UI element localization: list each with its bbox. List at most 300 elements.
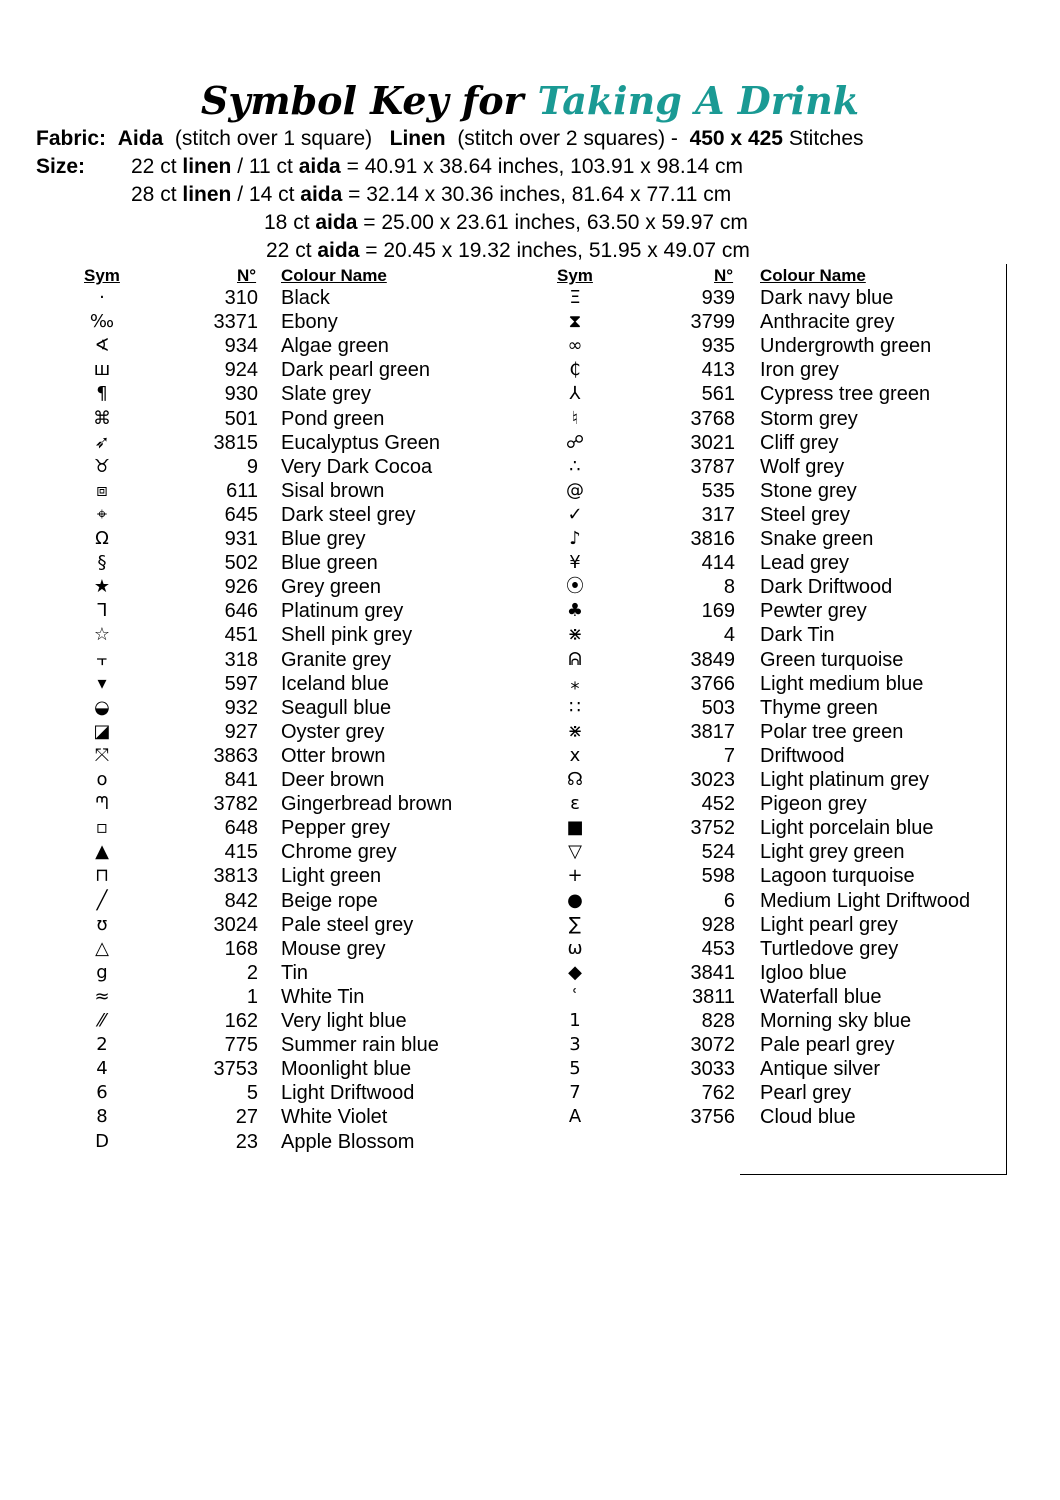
thread-number: 3371	[213, 311, 258, 334]
thread-number: 1	[246, 985, 258, 1008]
size-line-1	[131, 153, 743, 181]
thread-number: 3752	[690, 817, 735, 840]
size-fabric: linen	[182, 183, 232, 206]
size-ct: 18 ct	[264, 211, 310, 234]
thread-number: 762	[701, 1082, 735, 1105]
key-row	[82, 575, 532, 599]
key-row	[82, 334, 532, 358]
thread-number: 3024	[213, 913, 258, 936]
key-row	[555, 1057, 1005, 1081]
fabric-linen: Linen	[389, 127, 446, 150]
key-row	[82, 623, 532, 647]
symbol-icon: g	[96, 961, 108, 983]
symbol-icon: ▾	[97, 672, 107, 694]
symbol-icon: ⊓	[94, 865, 110, 887]
size-dims: = 40.91 x 38.64 inches, 103.91 x 98.14 cm	[346, 155, 743, 178]
symbol-icon: ᕱ	[568, 648, 582, 670]
colour-name: Polar tree green	[760, 720, 904, 743]
key-row	[555, 455, 1005, 479]
colour-name: Summer rain blue	[281, 1034, 439, 1057]
symbol-icon: ♮	[571, 407, 579, 429]
key-row	[82, 913, 532, 937]
size-ct: 28 ct	[131, 183, 177, 206]
size-ct: 22 ct	[266, 239, 312, 262]
symbol-icon: 4	[96, 1058, 108, 1080]
symbol-icon: ✓	[567, 503, 583, 525]
colour-name: Light Driftwood	[281, 1082, 415, 1105]
thread-number: 169	[701, 600, 735, 623]
key-row	[82, 696, 532, 720]
symbol-icon: ≈	[94, 985, 110, 1007]
thread-number: 3787	[690, 455, 735, 478]
thread-number: 3816	[690, 528, 735, 550]
symbol-icon: ⦿	[566, 576, 584, 598]
right-sym-header: Sym	[557, 266, 593, 285]
symbol-icon: ¶	[96, 383, 108, 405]
symbol-icon: D	[95, 1130, 109, 1152]
colour-name: Medium Light Driftwood	[760, 889, 971, 912]
size-ct-alt: / 14 ct	[237, 183, 295, 206]
key-row	[82, 1057, 532, 1081]
thread-number: 3072	[690, 1034, 735, 1057]
key-row	[82, 840, 532, 864]
thread-number: 318	[224, 648, 258, 671]
thread-number: 415	[224, 841, 258, 864]
key-row	[82, 599, 532, 623]
key-row	[555, 503, 1005, 527]
thread-number: 597	[224, 672, 258, 695]
size-label-line	[36, 153, 85, 181]
colour-name: Oyster grey	[281, 720, 385, 743]
colour-name: Blue green	[281, 552, 378, 575]
thread-number: 8	[723, 576, 735, 599]
colour-name: Stone grey	[760, 479, 857, 502]
colour-name: Very light blue	[281, 1010, 407, 1032]
symbol-icon: ⁎	[570, 672, 580, 694]
symbol-icon: ∢	[94, 335, 110, 357]
colour-name: Anthracite grey	[760, 311, 895, 334]
symbol-icon: ⧈	[96, 479, 108, 501]
fabric-stitches-label: Stitches	[788, 127, 864, 150]
thread-number: 317	[701, 503, 735, 526]
key-row	[555, 937, 1005, 961]
fabric-linen-note: (stitch over 2 squares) -	[457, 127, 678, 150]
colour-name: Pepper grey	[281, 817, 390, 840]
symbol-icon: ◪	[93, 720, 111, 742]
symbol-icon: ♪	[569, 528, 581, 549]
thread-number: 3799	[690, 311, 735, 334]
thread-number: 648	[224, 817, 258, 840]
key-row	[82, 1130, 532, 1154]
colour-name: Granite grey	[281, 648, 392, 671]
thread-number: 2	[246, 961, 258, 984]
right-num-header: N°	[714, 266, 734, 285]
symbol-icon: Ω	[95, 528, 109, 549]
thread-number: 3023	[690, 769, 735, 791]
fabric-aida: Aida	[117, 127, 164, 150]
key-row	[82, 792, 532, 816]
right-name-header: Colour Name	[760, 266, 866, 285]
symbol-icon: ω	[567, 937, 583, 959]
symbol-icon: ▽	[568, 841, 582, 863]
thread-number: 3813	[213, 865, 258, 888]
symbol-icon: 3	[569, 1034, 581, 1056]
thread-number: 27	[235, 1106, 258, 1129]
colour-name: Snake green	[760, 528, 874, 550]
size-fabric-alt: aida	[300, 183, 343, 206]
thread-number: 841	[224, 769, 258, 791]
size-dims: = 25.00 x 23.61 inches, 63.50 x 59.97 cm	[357, 211, 748, 234]
colour-name: Igloo blue	[760, 961, 847, 984]
colour-name: Thyme green	[760, 696, 878, 719]
fabric-aida-note: (stitch over 1 square)	[174, 127, 373, 150]
thread-number: 932	[224, 696, 258, 719]
thread-number: 414	[701, 552, 735, 575]
colour-name: Pewter grey	[760, 600, 867, 623]
fabric-line	[36, 125, 864, 153]
key-row	[82, 382, 532, 406]
key-row	[82, 816, 532, 840]
size-fabric: linen	[182, 155, 232, 178]
thread-number: 646	[224, 600, 258, 623]
thread-number: 3021	[690, 431, 735, 454]
symbol-icon: o	[96, 769, 108, 790]
key-row	[555, 599, 1005, 623]
key-row	[555, 1081, 1005, 1105]
colour-name: Slate grey	[281, 383, 372, 406]
symbol-icon: ⧗	[568, 311, 582, 333]
symbol-icon: ᒣ	[96, 600, 108, 622]
colour-name: Storm grey	[760, 407, 858, 430]
colour-name: Eucalyptus Green	[281, 431, 440, 454]
key-row	[82, 503, 532, 527]
symbol-icon: ●	[567, 889, 583, 911]
colour-name: Wolf grey	[760, 455, 845, 478]
colour-name: Iceland blue	[281, 672, 389, 695]
thread-number: 561	[701, 383, 735, 406]
colour-name: Shell pink grey	[281, 624, 413, 647]
thread-number: 3768	[690, 407, 735, 430]
thread-number: 3753	[213, 1058, 258, 1081]
key-row	[555, 286, 1005, 310]
colour-name: Driftwood	[760, 744, 845, 767]
symbol-icon: ⌖	[96, 503, 108, 525]
colour-name: Tin	[281, 961, 309, 984]
symbol-icon: 8	[96, 1106, 108, 1128]
colour-name: Antique silver	[760, 1058, 881, 1081]
symbol-icon: ʊ	[96, 913, 108, 935]
key-row	[555, 527, 1005, 551]
symbol-icon: ⌘	[93, 407, 111, 429]
symbol-icon: ▫	[95, 817, 109, 839]
colour-name: Apple Blossom	[281, 1130, 415, 1153]
thread-number: 3756	[690, 1106, 735, 1129]
symbol-icon: ⅄	[569, 383, 581, 405]
colour-name: Light porcelain blue	[760, 817, 934, 840]
key-row	[555, 985, 1005, 1009]
thread-number: 413	[701, 359, 735, 382]
size-line-4	[266, 237, 750, 265]
key-row	[555, 696, 1005, 720]
colour-name: Deer brown	[281, 769, 385, 791]
colour-name: Iron grey	[760, 359, 839, 382]
thread-number: 3782	[213, 793, 258, 816]
symbol-icon: ⁄⁄	[98, 1010, 105, 1031]
key-row	[82, 1105, 532, 1129]
symbol-icon: ◒	[94, 696, 110, 718]
symbol-icon: 5	[569, 1058, 581, 1080]
symbol-icon: ∷	[569, 696, 581, 718]
colour-name: Light grey green	[760, 841, 905, 864]
size-dims: = 20.45 x 19.32 inches, 51.95 x 49.07 cm	[365, 239, 750, 262]
pattern-name: Taking A Drink	[537, 78, 860, 123]
colour-name: Light green	[281, 865, 382, 888]
symbol-icon: ⋇	[567, 624, 583, 646]
colour-name: Light pearl grey	[760, 913, 898, 936]
key-row	[82, 961, 532, 985]
thread-number: 3766	[690, 672, 735, 695]
colour-name: Dark navy blue	[760, 287, 894, 309]
thread-number: 931	[224, 528, 258, 550]
colour-name: Green turquoise	[760, 648, 904, 671]
colour-name: Cypress tree green	[760, 383, 931, 406]
key-row	[555, 720, 1005, 744]
thread-number: 3811	[691, 985, 735, 1008]
thread-number: 924	[224, 359, 258, 382]
colour-name: Dark pearl green	[281, 359, 430, 382]
colour-name: White Violet	[281, 1106, 388, 1129]
thread-number: 524	[701, 841, 735, 864]
size-label: Size:	[36, 155, 86, 178]
colour-name: Pale pearl grey	[760, 1034, 895, 1057]
colour-name: Steel grey	[760, 503, 851, 526]
key-row	[82, 310, 532, 334]
thread-number: 3817	[690, 720, 735, 743]
key-row	[555, 382, 1005, 406]
size-dims: = 32.14 x 30.36 inches, 81.64 x 77.11 cm	[348, 183, 732, 206]
key-row	[555, 672, 1005, 696]
key-row	[82, 768, 532, 792]
size-ct-alt: / 11 ct	[237, 155, 293, 178]
thread-number: 775	[224, 1034, 258, 1057]
thread-number: 928	[701, 913, 735, 936]
thread-number: 3815	[213, 431, 258, 454]
symbol-icon: ◆	[568, 961, 582, 983]
colour-name: Mouse grey	[281, 937, 386, 960]
colour-name: Blue grey	[281, 528, 366, 550]
colour-name: Gingerbread brown	[281, 793, 453, 816]
thread-number: 453	[701, 937, 735, 960]
colour-name: Beige rope	[281, 889, 378, 912]
thread-number: 501	[224, 407, 258, 430]
symbol-icon: ☆	[93, 624, 111, 646]
symbol-icon: ʿ	[572, 985, 578, 1007]
key-row	[555, 1009, 1005, 1033]
symbol-icon: ♣	[566, 600, 584, 622]
colour-name: Sisal brown	[281, 479, 385, 502]
key-row	[82, 455, 532, 479]
key-row	[82, 358, 532, 382]
symbol-icon: ★	[93, 576, 111, 598]
colour-name: Very Dark Cocoa	[281, 455, 433, 478]
thread-number: 3841	[690, 961, 735, 984]
thread-number: 3849	[690, 648, 735, 671]
key-row	[82, 407, 532, 431]
key-row	[555, 816, 1005, 840]
thread-number: 3033	[690, 1058, 735, 1081]
colour-name: Cloud blue	[760, 1106, 856, 1129]
symbol-icon: ₵	[569, 359, 581, 381]
thread-number: 162	[224, 1010, 258, 1032]
thread-number: 23	[235, 1130, 258, 1153]
symbol-icon: ➶	[94, 431, 110, 453]
symbol-icon: 7	[569, 1082, 581, 1104]
symbol-icon: ♉	[93, 455, 111, 477]
key-row	[82, 985, 532, 1009]
symbol-icon: +	[567, 865, 583, 887]
size-fabric-alt: aida	[298, 155, 341, 178]
key-row	[82, 431, 532, 455]
symbol-icon: x	[569, 744, 581, 766]
symbol-icon: ⤧	[94, 744, 110, 766]
key-row	[82, 286, 532, 310]
colour-name: Grey green	[281, 576, 382, 599]
colour-name: Light medium blue	[760, 672, 924, 695]
colour-name: Algae green	[281, 335, 389, 358]
key-row	[82, 527, 532, 551]
colour-name: Undergrowth green	[760, 335, 932, 358]
size-fabric: aida	[315, 211, 358, 234]
key-row	[555, 1105, 1005, 1129]
symbol-icon: 1	[569, 1010, 581, 1031]
key-row	[555, 623, 1005, 647]
key-row	[555, 840, 1005, 864]
symbol-icon: ∞	[567, 335, 583, 357]
thread-number: 168	[224, 937, 258, 960]
symbol-icon: @	[566, 479, 584, 501]
thread-number: 452	[701, 793, 735, 816]
key-row	[82, 720, 532, 744]
left-name-header: Colour Name	[281, 266, 387, 285]
key-row	[82, 1009, 532, 1033]
colour-name: Pigeon grey	[760, 793, 867, 816]
key-row	[555, 961, 1005, 985]
thread-number: 3863	[213, 744, 258, 767]
thread-number: 535	[701, 479, 735, 502]
thread-number: 7	[723, 744, 735, 767]
symbol-icon: 6	[96, 1082, 108, 1104]
key-row	[555, 310, 1005, 334]
symbol-icon: ·	[99, 287, 105, 308]
symbol-icon: ╱	[96, 889, 108, 911]
symbol-icon: △	[95, 937, 109, 959]
colour-name: Lagoon turquoise	[760, 865, 915, 888]
key-row	[82, 648, 532, 672]
key-row	[555, 913, 1005, 937]
symbol-icon: 2	[96, 1034, 108, 1056]
key-row	[82, 479, 532, 503]
colour-name: Platinum grey	[281, 600, 404, 623]
fabric-label: Fabric:	[36, 127, 107, 150]
symbol-icon: ☍	[565, 431, 585, 453]
thread-number: 310	[224, 287, 258, 309]
symbol-icon: ᘉ	[95, 793, 109, 815]
key-row	[82, 1081, 532, 1105]
key-row	[82, 744, 532, 768]
colour-name: Lead grey	[760, 552, 849, 575]
colour-name: Seagull blue	[281, 696, 392, 719]
border-right	[1006, 264, 1007, 1174]
key-row	[555, 334, 1005, 358]
key-row	[82, 672, 532, 696]
colour-name: Dark Tin	[760, 624, 835, 647]
size-fabric: aida	[317, 239, 360, 262]
colour-name: Cliff grey	[760, 431, 839, 454]
colour-name: Pond green	[281, 407, 385, 430]
symbol-icon: ∴	[569, 455, 581, 477]
key-row	[555, 479, 1005, 503]
size-line-2	[131, 181, 731, 209]
thread-number: 926	[224, 576, 258, 599]
thread-number: 828	[701, 1010, 735, 1032]
key-row	[555, 889, 1005, 913]
thread-number: 939	[701, 287, 735, 309]
key-row	[555, 431, 1005, 455]
key-row	[82, 889, 532, 913]
symbol-icon: A	[568, 1106, 582, 1128]
colour-name: Otter brown	[281, 744, 386, 767]
size-line-3	[264, 209, 748, 237]
thread-number: 611	[226, 479, 258, 502]
thread-number: 930	[224, 383, 258, 406]
key-row	[82, 551, 532, 575]
left-sym-header: Sym	[84, 266, 120, 285]
symbol-icon: ¥	[569, 552, 581, 574]
thread-number: 4	[723, 624, 735, 647]
colour-name: Ebony	[281, 311, 338, 334]
thread-number: 935	[701, 335, 735, 358]
key-row	[82, 1033, 532, 1057]
colour-name: Light platinum grey	[760, 769, 929, 791]
symbol-icon: ‰	[89, 311, 115, 333]
fabric-stitches: 450 x 425	[689, 127, 783, 150]
title-prefix: Symbol Key for	[200, 78, 524, 123]
size-ct: 22 ct	[131, 155, 177, 178]
key-row	[555, 575, 1005, 599]
left-num-header: N°	[237, 266, 257, 285]
symbol-icon: ⋇	[567, 720, 583, 742]
key-row	[555, 358, 1005, 382]
symbol-icon: ☊	[567, 769, 583, 790]
symbol-icon: ▲	[95, 841, 109, 863]
colour-name: Dark steel grey	[281, 503, 416, 526]
colour-name: Turtledove grey	[760, 937, 899, 960]
thread-number: 502	[224, 552, 258, 575]
colour-name: Morning sky blue	[760, 1010, 912, 1032]
colour-name: Pale steel grey	[281, 913, 414, 936]
key-row	[555, 551, 1005, 575]
thread-number: 5	[246, 1082, 258, 1105]
symbol-icon: ∑	[568, 913, 582, 935]
key-row	[555, 648, 1005, 672]
symbol-icon: ш	[93, 359, 111, 381]
thread-number: 503	[701, 696, 735, 719]
key-row	[82, 937, 532, 961]
key-row	[555, 792, 1005, 816]
colour-name: White Tin	[281, 985, 365, 1008]
symbol-icon: ■	[566, 817, 584, 839]
colour-name: Pearl grey	[760, 1082, 852, 1105]
